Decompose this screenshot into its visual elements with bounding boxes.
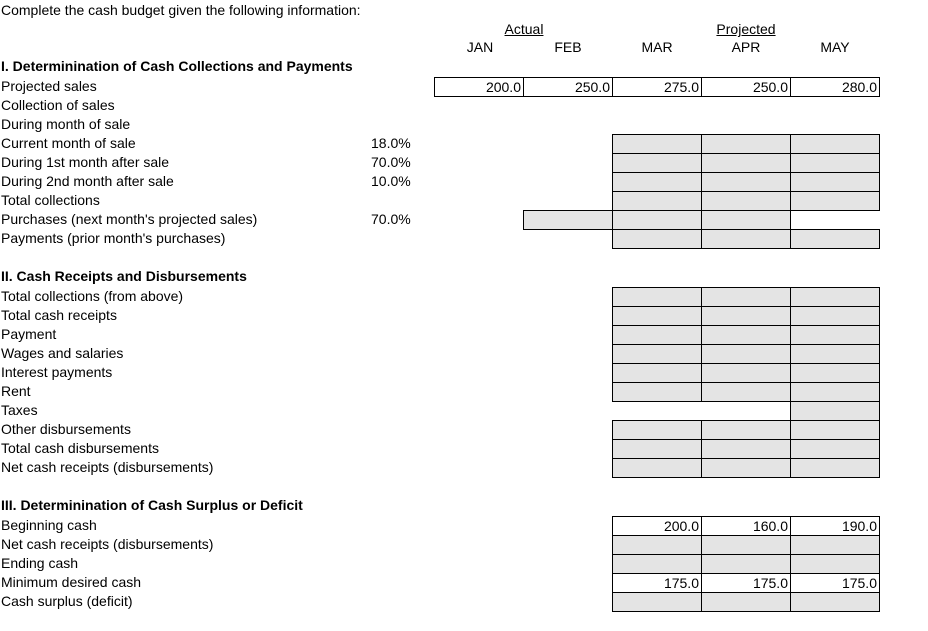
input-cell-first-month-mar[interactable] [612, 153, 702, 173]
input-cell-s3-surplus-mar[interactable] [612, 592, 702, 612]
input-cell-purchases-mar[interactable] [612, 210, 702, 230]
input-cell-payments-mar[interactable] [612, 229, 702, 249]
input-cell-second-month-may[interactable] [790, 172, 880, 192]
other-disbursements-label: Other disbursements [1, 421, 131, 437]
input-cell-s3-ending-apr[interactable] [701, 554, 791, 574]
purchases-pct: 70.0% [371, 211, 411, 227]
payment-label: Payment [1, 326, 57, 342]
input-cell-total-collections-apr[interactable] [701, 191, 791, 211]
wages-label: Wages and salaries [1, 345, 124, 361]
total-disbursements-label: Total cash disbursements [1, 440, 159, 456]
collection-of-sales-label: Collection of sales [1, 97, 115, 113]
min-cash-apr: 175.0 [701, 573, 791, 593]
input-cell-current-month-apr[interactable] [701, 134, 791, 154]
input-cell-s3-net-may[interactable] [790, 535, 880, 555]
min-cash-mar: 175.0 [612, 573, 702, 593]
input-cell-s2-wages-may[interactable] [790, 344, 880, 364]
input-cell-s2-net-apr[interactable] [701, 458, 791, 478]
min-cash-label: Minimum desired cash [1, 574, 142, 590]
taxes-label: Taxes [1, 402, 38, 418]
input-cell-purchases-feb[interactable] [523, 210, 613, 230]
input-cell-first-month-apr[interactable] [701, 153, 791, 173]
input-cell-s2-rent-mar[interactable] [612, 382, 702, 402]
input-cell-s2-taxes-may[interactable] [790, 401, 880, 421]
input-cell-total-collections-may[interactable] [790, 191, 880, 211]
instructions-text: Complete the cash budget given the following information: [1, 2, 361, 18]
input-cell-total-collections-mar[interactable] [612, 191, 702, 211]
projected-sales-feb: 250.0 [523, 77, 613, 97]
second-month-label: During 2nd month after sale [1, 173, 174, 189]
current-month-label: Current month of sale [1, 135, 136, 151]
section2-title: II. Cash Receipts and Disbursements [1, 268, 247, 284]
input-cell-second-month-mar[interactable] [612, 172, 702, 192]
input-cell-s3-surplus-may[interactable] [790, 592, 880, 612]
input-cell-payments-may[interactable] [790, 229, 880, 249]
input-cell-s2-receipts-mar[interactable] [612, 306, 702, 326]
input-cell-s3-ending-mar[interactable] [612, 554, 702, 574]
input-cell-s3-net-mar[interactable] [612, 535, 702, 555]
actual-header: Actual [504, 21, 544, 37]
projected-sales-mar: 275.0 [612, 77, 702, 97]
input-cell-s2-rent-apr[interactable] [701, 382, 791, 402]
input-cell-s2-other-mar[interactable] [612, 420, 702, 440]
total-collections-label: Total collections [1, 192, 100, 208]
second-month-pct: 10.0% [371, 173, 411, 189]
beginning-cash-apr: 160.0 [701, 516, 791, 536]
input-cell-s3-net-apr[interactable] [701, 535, 791, 555]
section3-title: III. Determinination of Cash Surplus or Deficit [1, 497, 303, 513]
projected-sales-label: Projected sales [1, 78, 97, 94]
projected-sales-apr: 250.0 [701, 77, 791, 97]
input-cell-s2-total-disb-may[interactable] [790, 439, 880, 459]
input-cell-s2-collections-apr[interactable] [701, 287, 791, 307]
first-month-label: During 1st month after sale [1, 154, 170, 170]
input-cell-s2-total-disb-mar[interactable] [612, 439, 702, 459]
projected-sales-jan: 200.0 [434, 77, 524, 97]
input-cell-first-month-may[interactable] [790, 153, 880, 173]
beginning-cash-mar: 200.0 [612, 516, 702, 536]
beginning-cash-label: Beginning cash [1, 517, 97, 533]
input-cell-s2-other-may[interactable] [790, 420, 880, 440]
input-cell-s2-payment-apr[interactable] [701, 325, 791, 345]
projected-sales-may: 280.0 [790, 77, 880, 97]
first-month-pct: 70.0% [371, 154, 411, 170]
input-cell-s2-interest-apr[interactable] [701, 363, 791, 383]
total-cash-receipts-label: Total cash receipts [1, 307, 117, 323]
input-cell-second-month-apr[interactable] [701, 172, 791, 192]
input-cell-current-month-mar[interactable] [612, 134, 702, 154]
input-cell-purchases-apr[interactable] [701, 210, 791, 230]
input-cell-s2-collections-may[interactable] [790, 287, 880, 307]
input-cell-s2-net-mar[interactable] [612, 458, 702, 478]
month-header-may: MAY [820, 39, 850, 55]
input-cell-s2-payment-may[interactable] [790, 325, 880, 345]
payments-label: Payments (prior month's purchases) [1, 230, 226, 246]
input-cell-s2-interest-may[interactable] [790, 363, 880, 383]
input-cell-s2-receipts-apr[interactable] [701, 306, 791, 326]
net-receipts-label: Net cash receipts (disbursements) [1, 459, 214, 475]
input-cell-s2-wages-mar[interactable] [612, 344, 702, 364]
during-month-of-sale-label: During month of sale [1, 116, 131, 132]
interest-label: Interest payments [1, 364, 113, 380]
section1-title: I. Determinination of Cash Collections and Payments [1, 58, 353, 74]
total-collections-from-above-label: Total collections (from above) [1, 288, 184, 304]
input-cell-s2-rent-may[interactable] [790, 382, 880, 402]
month-header-mar: MAR [641, 39, 673, 55]
input-cell-s3-surplus-apr[interactable] [701, 592, 791, 612]
input-cell-s2-net-may[interactable] [790, 458, 880, 478]
projected-header: Projected [716, 21, 776, 37]
month-header-jan: JAN [466, 39, 494, 55]
input-cell-s2-wages-apr[interactable] [701, 344, 791, 364]
input-cell-s2-collections-mar[interactable] [612, 287, 702, 307]
month-header-apr: APR [731, 39, 761, 55]
input-cell-s2-other-apr[interactable] [701, 420, 791, 440]
purchases-label: Purchases (next month's projected sales) [1, 211, 258, 227]
input-cell-current-month-may[interactable] [790, 134, 880, 154]
input-cell-s2-receipts-may[interactable] [790, 306, 880, 326]
net-cash-receipts-label: Net cash receipts (disbursements) [1, 536, 214, 552]
input-cell-payments-apr[interactable] [701, 229, 791, 249]
rent-label: Rent [1, 383, 31, 399]
current-month-pct: 18.0% [371, 135, 411, 151]
min-cash-may: 175.0 [790, 573, 880, 593]
ending-cash-label: Ending cash [1, 555, 79, 571]
input-cell-s3-ending-may[interactable] [790, 554, 880, 574]
input-cell-s2-total-disb-apr[interactable] [701, 439, 791, 459]
input-cell-s2-interest-mar[interactable] [612, 363, 702, 383]
surplus-label: Cash surplus (deficit) [1, 593, 133, 609]
month-header-feb: FEB [554, 39, 582, 55]
beginning-cash-may: 190.0 [790, 516, 880, 536]
input-cell-s2-payment-mar[interactable] [612, 325, 702, 345]
